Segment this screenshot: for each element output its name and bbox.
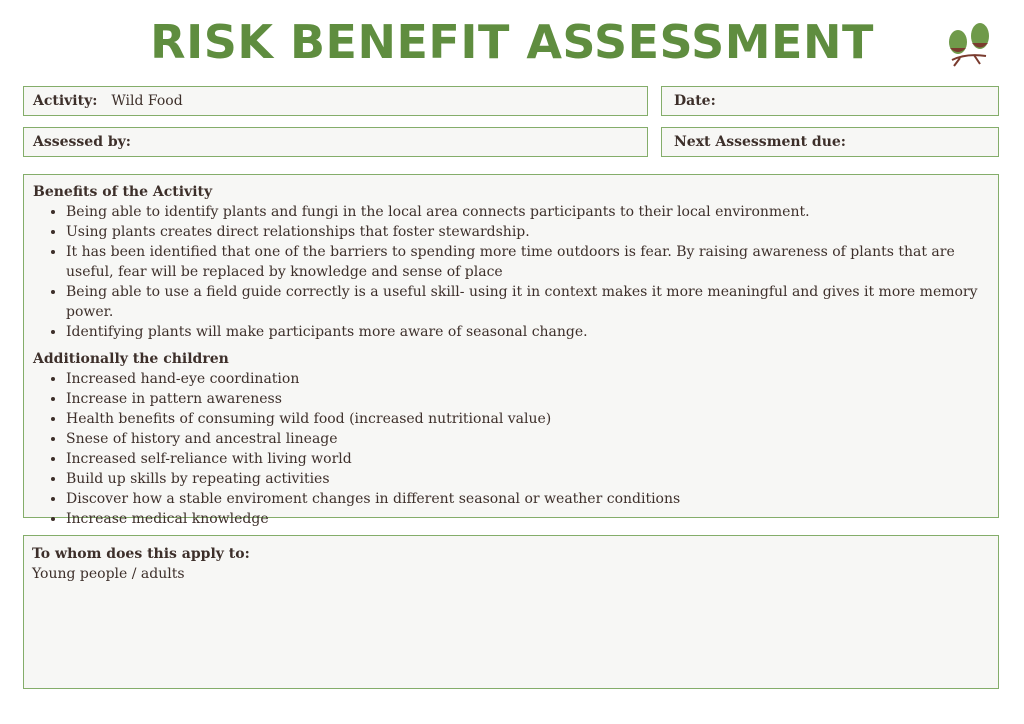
list-item: • Increased self-reliance with living world bbox=[66, 449, 990, 469]
list-item: • Snese of history and ancestral lineage bbox=[66, 429, 990, 449]
list-item: • Using plants creates direct relationships that foster stewardship. bbox=[66, 222, 990, 242]
activity-value: Wild Food bbox=[111, 93, 183, 109]
children-heading: Additionally the children bbox=[33, 351, 229, 367]
list-item: • Identifying plants will make participants more aware of seasonal change. bbox=[66, 322, 990, 342]
benefits-list bbox=[33, 202, 990, 342]
date-label: Date: bbox=[674, 93, 716, 109]
apply-section bbox=[23, 535, 999, 689]
list-item: • Discover how a stable enviroment changes in different seasonal or weather conditions bbox=[66, 489, 990, 509]
assessed-by-field bbox=[23, 127, 648, 157]
list-item: • Increase medical knowledge bbox=[66, 509, 990, 529]
date-field bbox=[661, 86, 999, 116]
apply-heading: To whom does this apply to: bbox=[32, 546, 250, 562]
acorn-icon bbox=[944, 20, 996, 70]
list-item: • Health benefits of consuming wild food (increased nutritional value) bbox=[66, 409, 990, 429]
list-item: • It has been identified that one of the barriers to spending more time outdoors is fear. By raising awareness of plants that are useful, fear will be replaced by knowledge and sense of place bbox=[66, 242, 990, 282]
page-title: RISK BENEFIT ASSESSMENT bbox=[150, 15, 874, 69]
list-item: • Increased hand-eye coordination bbox=[66, 369, 990, 389]
assessed-by-label: Assessed by: bbox=[33, 134, 131, 150]
next-assessment-field bbox=[661, 127, 999, 157]
benefits-heading: Benefits of the Activity bbox=[33, 184, 213, 200]
next-assessment-label: Next Assessment due: bbox=[674, 134, 846, 150]
activity-label: Activity: bbox=[33, 93, 98, 109]
list-item: • Increase in pattern awareness bbox=[66, 389, 990, 409]
list-item: • Build up skills by repeating activities bbox=[66, 469, 990, 489]
children-list bbox=[33, 369, 990, 529]
benefits-section bbox=[23, 174, 999, 527]
list-item: • Being able to use a field guide correctly is a useful skill- using it in context makes it more meaningful and gives it more memory power. bbox=[66, 282, 990, 322]
apply-value: Young people / adults bbox=[32, 566, 185, 582]
list-item: • Being able to identify plants and fungi in the local area connects participants to their local environment. bbox=[66, 202, 990, 222]
activity-field bbox=[23, 86, 648, 116]
